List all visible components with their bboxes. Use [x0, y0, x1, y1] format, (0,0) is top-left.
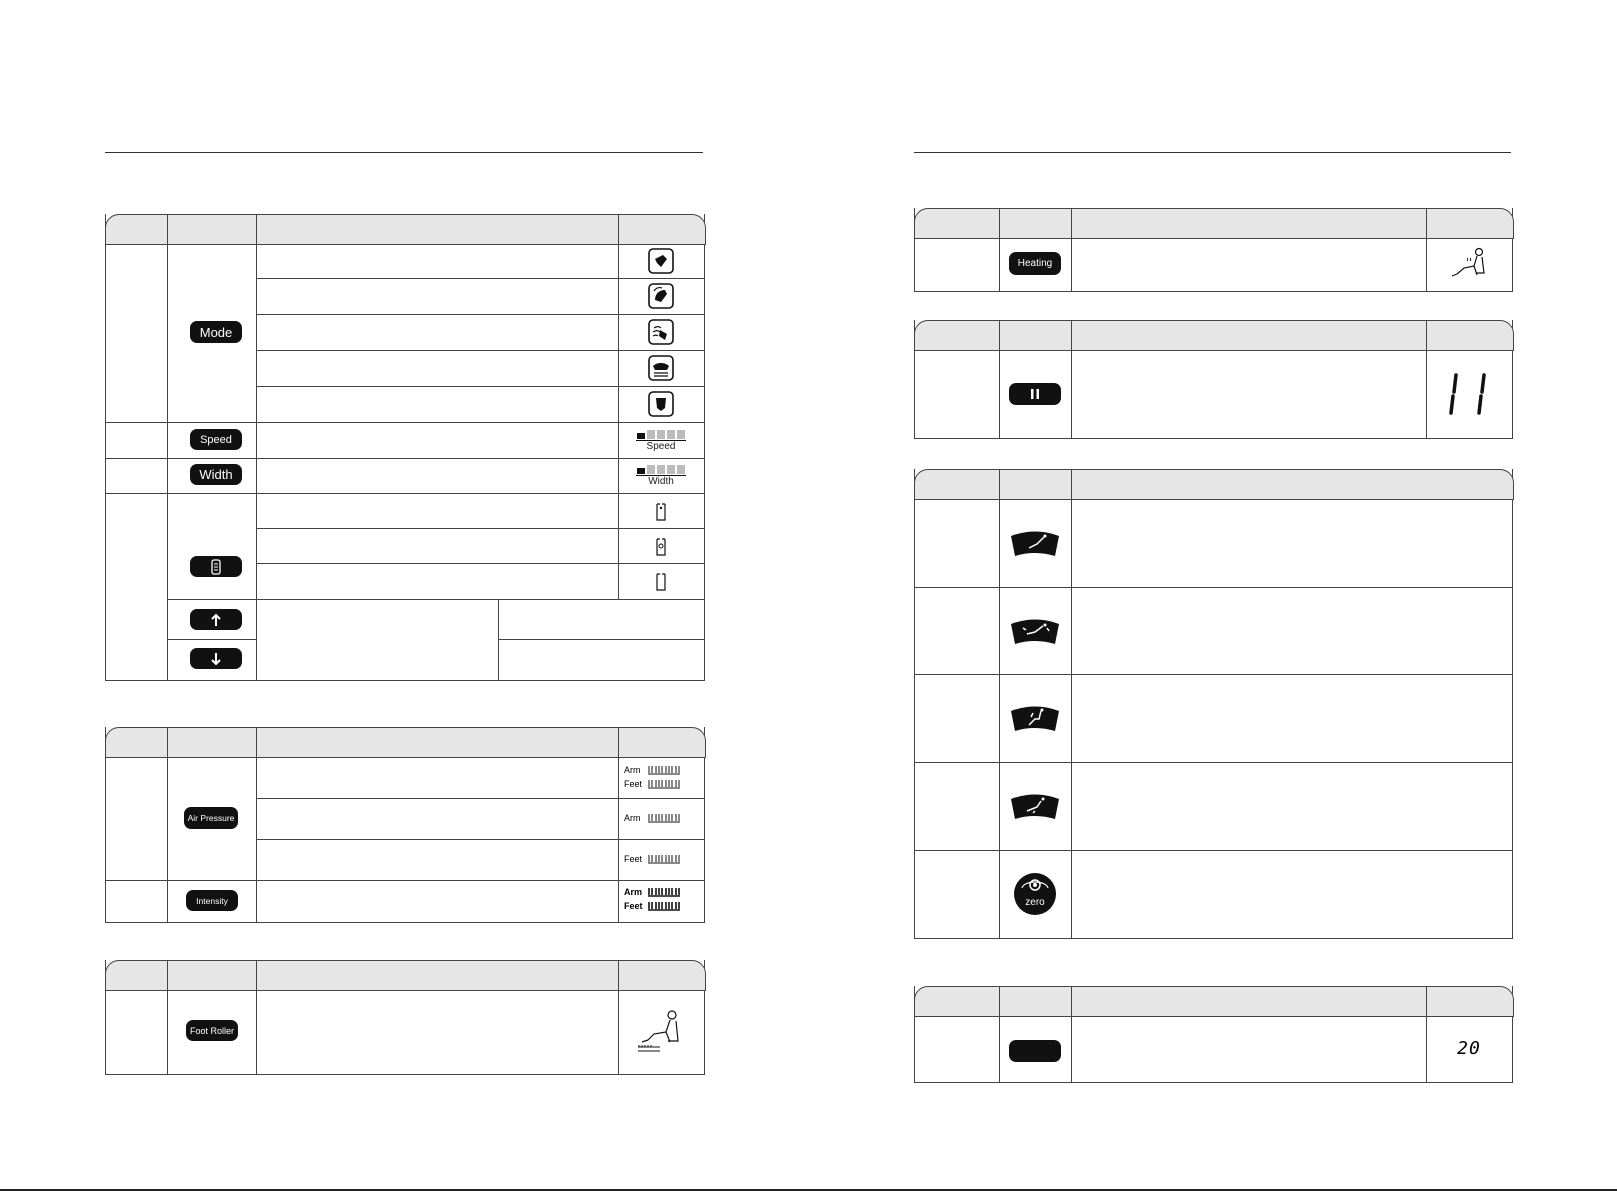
table-header	[914, 208, 1514, 239]
recline-position-1-button[interactable]	[999, 498, 1071, 587]
recline-seat-2-icon	[1009, 616, 1061, 646]
roller-position-icon-middle	[618, 528, 704, 563]
width-button[interactable]: Width	[190, 464, 242, 485]
foot-roller-button[interactable]: Foot Roller	[186, 1020, 238, 1041]
table-timer	[914, 986, 1513, 1083]
page-bottom-edge	[0, 1189, 1617, 1191]
recline-seat-3-icon	[1009, 703, 1061, 733]
timer-display	[1426, 1015, 1512, 1082]
recline-seat-4-icon	[1009, 791, 1061, 821]
level-segment	[657, 430, 665, 439]
arrow-up-icon	[210, 613, 222, 627]
massage-swedish-icon	[647, 390, 675, 418]
roller-top-icon	[654, 500, 668, 522]
massage-tapping-icon	[647, 247, 675, 275]
level-segment	[677, 430, 685, 439]
feet-indicator	[624, 852, 700, 866]
recline-position-3-button[interactable]	[999, 674, 1071, 762]
roller-position-icon-full	[618, 563, 704, 599]
pause-display	[1426, 349, 1512, 438]
arm-feet-indicator	[624, 763, 700, 793]
heating-indicator	[1426, 237, 1512, 291]
intensity-indicator	[624, 885, 700, 917]
level-segment	[667, 430, 675, 439]
mode-icon-5	[618, 386, 704, 422]
arm-intensity-scale	[648, 887, 680, 897]
feet-intensity-scale	[648, 901, 680, 911]
roller-position-button[interactable]	[190, 556, 242, 577]
heating-button[interactable]: Heating	[1009, 252, 1061, 275]
table-heating	[914, 208, 1513, 292]
arm-label: Arm	[624, 765, 641, 775]
level-segment	[647, 430, 655, 439]
massage-shiatsu-icon	[647, 354, 675, 382]
roller-full-icon	[654, 570, 668, 592]
foot-roller-figure-icon	[636, 1009, 686, 1055]
table-header	[914, 320, 1514, 351]
table-foot-roller	[105, 960, 705, 1075]
timer-button[interactable]	[1009, 1040, 1061, 1062]
arm-label: Arm	[624, 813, 641, 823]
table-header	[105, 960, 706, 991]
feet-pressure-scale	[648, 779, 680, 789]
arm-label: Arm	[624, 887, 643, 897]
air-pressure-button[interactable]: Air Pressure	[184, 807, 238, 829]
mode-button[interactable]: Mode	[190, 321, 242, 343]
width-indicator	[618, 458, 704, 493]
level-segment	[637, 468, 645, 474]
speed-label: Speed	[646, 440, 676, 452]
table-header	[105, 727, 706, 758]
mode-icon-4	[618, 350, 704, 386]
table-pause	[914, 320, 1513, 439]
roller-position-icon-top	[618, 493, 704, 528]
arm-pressure-scale	[648, 765, 680, 775]
recline-seat-1-icon	[1009, 528, 1061, 558]
width-label: Width	[648, 476, 674, 487]
zero-gravity-button[interactable]	[999, 850, 1071, 938]
feet-pressure-scale	[648, 854, 680, 864]
arm-indicator	[624, 811, 700, 825]
arm-pressure-scale	[648, 813, 680, 823]
table-header	[105, 214, 706, 245]
zero-label: zero	[1025, 897, 1045, 908]
feet-label: Feet	[624, 901, 643, 911]
up-button[interactable]	[190, 609, 242, 630]
speed-level-bars	[636, 429, 686, 439]
foot-roller-indicator	[618, 989, 704, 1074]
right-page-header-rule	[914, 152, 1511, 153]
feet-label: Feet	[624, 779, 643, 789]
pause-icon	[1029, 388, 1041, 400]
recline-position-2-button[interactable]	[999, 587, 1071, 674]
down-button[interactable]	[190, 648, 242, 669]
table-header	[914, 986, 1514, 1017]
level-segment	[667, 465, 675, 474]
intensity-button[interactable]: Intensity	[186, 890, 238, 911]
table-massage-functions	[105, 214, 705, 681]
left-page-header-rule	[105, 152, 703, 153]
zero-gravity-icon	[1013, 872, 1057, 916]
width-level-bars	[636, 464, 686, 474]
table-air-pressure	[105, 727, 705, 923]
timer-display-value: 20	[1457, 1038, 1481, 1059]
level-segment	[647, 465, 655, 474]
heating-figure-icon	[1449, 247, 1489, 281]
roller-middle-icon	[654, 535, 668, 557]
table-recline-positions	[914, 469, 1513, 939]
mode-icon-3	[618, 314, 704, 350]
pause-segment-display-icon	[1444, 372, 1494, 416]
massage-rolling-icon	[647, 318, 675, 346]
speed-indicator	[618, 422, 704, 458]
feet-label: Feet	[624, 854, 643, 864]
level-segment	[637, 433, 645, 439]
roller-position-icon	[210, 559, 222, 575]
pause-button[interactable]	[1009, 383, 1061, 405]
mode-icon-2	[618, 278, 704, 314]
speed-button[interactable]: Speed	[190, 429, 242, 450]
table-header	[914, 469, 1514, 500]
recline-position-4-button[interactable]	[999, 762, 1071, 850]
mode-icon-1	[618, 243, 704, 278]
level-segment	[677, 465, 685, 474]
massage-kneading-icon	[647, 282, 675, 310]
arrow-down-icon	[210, 652, 222, 666]
level-segment	[657, 465, 665, 474]
